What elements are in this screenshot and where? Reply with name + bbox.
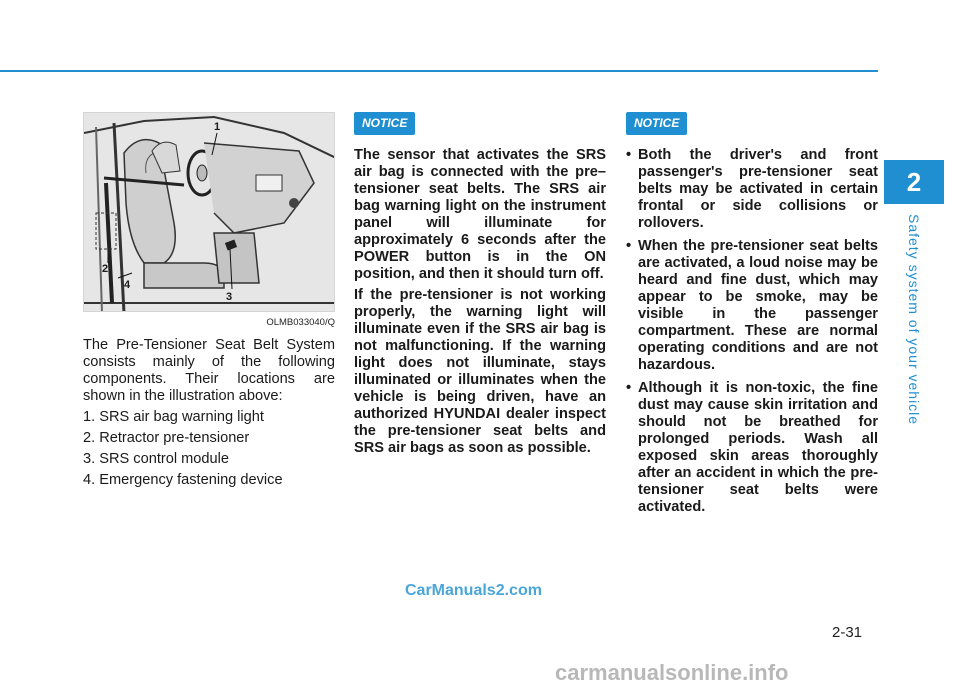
bullet-item: • Although it is non-toxic, the fine dust may cause skin irritation and should not be breathed for prolonged periods. Wash all exposed skin areas thoroughly after an accident in which the pre-tensioner seat belts were activated. [626, 380, 878, 516]
bullet-item: • Both the driver's and front passenger's pre-tensioner seat belts may be activated in certain frontal or side collisions or rollovers. [626, 147, 878, 232]
figure-code: OLMB033040/Q [266, 317, 335, 328]
notice-paragraph-2: If the pre-tensioner is not working properly, the warning light will illuminate even if the SRS air bag is not malfunctioning. If the warning light does not illuminate, stays illuminated or illuminates when the vehicle is being driven, have an authorized HYUNDAI dealer inspect the pre-tensioner seat belts and SRS air bags as soon as possible. [354, 287, 606, 456]
component-item-4: 4. Emergency fastening device [83, 472, 283, 488]
notice-bullet-list [626, 147, 878, 516]
car-interior-drawing [84, 113, 335, 312]
callout-2: 2 [102, 263, 109, 275]
component-item-2: 2. Retractor pre-tensioner [83, 430, 250, 446]
chapter-number-tab[interactable] [884, 160, 944, 204]
header-rule [0, 70, 878, 72]
watermark-link[interactable]: CarManuals2.com [405, 582, 542, 599]
left-column [83, 112, 335, 489]
callout-4: 4 [124, 279, 131, 291]
notice-badge-2: NOTICE [626, 112, 687, 135]
seat-belt-illustration [83, 112, 335, 312]
notice-badge: NOTICE [354, 112, 415, 135]
bullet-item: • When the pre-tensioner seat belts are activated, a loud noise may be heard and fine dust, which may appear to be smoke, may be visible in the passenger compartment. These are normal operating conditions and are not hazardous. [626, 238, 878, 374]
right-column [626, 112, 878, 522]
page-number: 2-31 [832, 624, 863, 641]
chapter-number: 2 [906, 166, 922, 197]
component-item-3: 3. SRS control module [83, 451, 230, 467]
watermark-footer: carmanualsonline.info [555, 660, 789, 685]
middle-column [354, 112, 606, 461]
intro-text: The Pre-Tensioner Seat Belt System consists mainly of the following components. Their locations are shown in the illustration above: [83, 337, 335, 404]
callout-1: 1 [214, 121, 221, 133]
callout-3: 3 [226, 291, 233, 303]
chapter-title: Safety system of your vehicle [906, 214, 922, 426]
component-item-1: 1. SRS air bag warning light [83, 409, 264, 425]
notice-paragraph-1: The sensor that activates the SRS air bag is connected with the pre–tensioner seat belts. The SRS air bag warning light on the instrument panel will illuminate for approximately 6 seconds after the POWER button is in the ON position, and then it should turn off. [354, 147, 606, 282]
